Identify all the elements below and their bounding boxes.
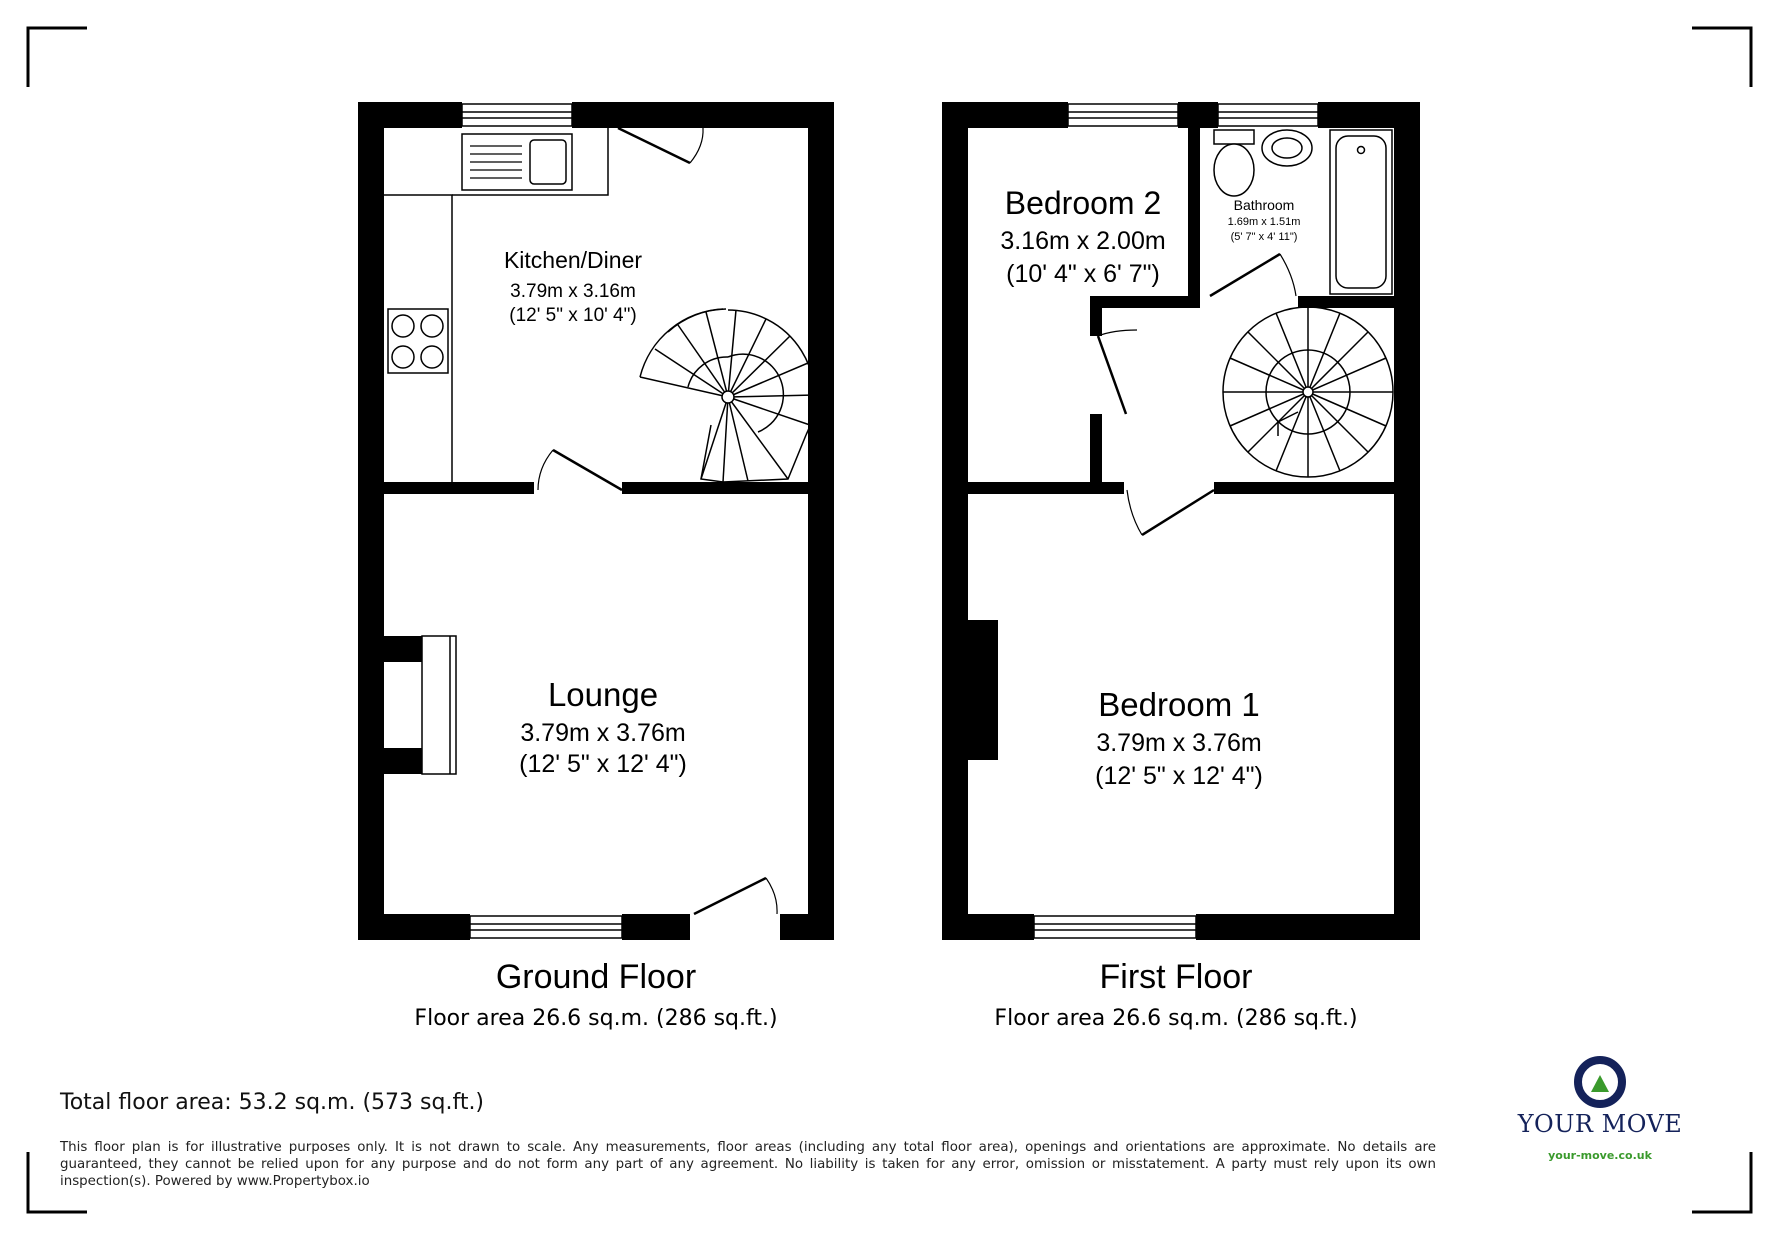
bathroom-name: Bathroom bbox=[1233, 197, 1295, 213]
ground-floor-walls bbox=[358, 102, 834, 940]
lounge-imperial: (12' 5" x 12' 4") bbox=[519, 750, 687, 778]
brand-url[interactable]: your-move.co.uk bbox=[1548, 1149, 1652, 1162]
bedroom1-name: Bedroom 1 bbox=[1098, 686, 1260, 723]
bedroom2-metric: 3.16m x 2.00m bbox=[1000, 227, 1166, 255]
crop-mark-bottom-right bbox=[1692, 1152, 1751, 1212]
first-floor-spiral-stair bbox=[1223, 307, 1393, 477]
toilet-icon bbox=[1214, 130, 1254, 144]
brand-name: YOUR MOVE bbox=[1517, 1110, 1683, 1138]
ground-floor-doors bbox=[538, 128, 777, 914]
ground-floor-windows bbox=[462, 104, 622, 938]
disclaimer-text: This floor plan is for illustrative purposes only. It is not drawn to scale. Any measurements, floor areas (including any total floor area), openings and orientations are approximate. No details are guaranteed, they cannot be relied upon for any purpose and do not form any part of any agreement. No liability is taken for any error, omission or misstatement. A party must rely upon its own inspection(s). Powered by www.Propertybox.io bbox=[60, 1140, 1436, 1189]
bathroom-metric: 1.69m x 1.51m bbox=[1227, 216, 1301, 228]
crop-mark-top-right bbox=[1692, 28, 1751, 87]
ground-floor-title: Ground Floor bbox=[495, 958, 697, 996]
lounge-label bbox=[519, 676, 687, 778]
bathroom-label bbox=[1228, 197, 1301, 243]
kitchen-metric: 3.79m x 3.16m bbox=[510, 281, 636, 302]
first-floor-area: Floor area 26.6 sq.m. (286 sq.ft.) bbox=[994, 1006, 1358, 1031]
ground-floor-plan bbox=[358, 102, 834, 1031]
bedroom1-label bbox=[1095, 686, 1263, 790]
ground-floor-area: Floor area 26.6 sq.m. (286 sq.ft.) bbox=[414, 1006, 778, 1031]
location-pin-icon bbox=[1500, 1055, 1700, 1115]
hob-icon bbox=[388, 309, 448, 373]
fireplace-icon bbox=[422, 636, 456, 774]
bedroom2-imperial: (10' 4" x 6' 7") bbox=[1006, 260, 1160, 288]
bedroom2-label bbox=[1000, 185, 1165, 288]
lounge-name: Lounge bbox=[547, 676, 659, 713]
brand-logo[interactable] bbox=[1500, 1055, 1700, 1165]
crop-mark-top-left bbox=[28, 28, 87, 87]
kitchen-diner-label bbox=[504, 247, 642, 326]
ground-floor-spiral-stair bbox=[640, 309, 815, 482]
bedroom1-metric: 3.79m x 3.76m bbox=[1096, 729, 1262, 757]
bedroom1-imperial: (12' 5" x 12' 4") bbox=[1095, 762, 1263, 790]
bedroom2-name: Bedroom 2 bbox=[1004, 185, 1162, 221]
total-floor-area: Total floor area: 53.2 sq.m. (573 sq.ft.) bbox=[60, 1090, 485, 1115]
sink-icon bbox=[462, 134, 572, 190]
first-floor-title: First Floor bbox=[1099, 958, 1253, 996]
bathroom-imperial: (5' 7" x 4' 11") bbox=[1230, 231, 1298, 243]
kitchen-name: Kitchen/Diner bbox=[503, 247, 643, 273]
kitchen-imperial: (12' 5" x 10' 4") bbox=[509, 305, 637, 326]
crop-marks bbox=[28, 28, 1751, 1212]
first-floor-plan bbox=[942, 102, 1420, 1031]
lounge-metric: 3.79m x 3.76m bbox=[520, 719, 686, 747]
